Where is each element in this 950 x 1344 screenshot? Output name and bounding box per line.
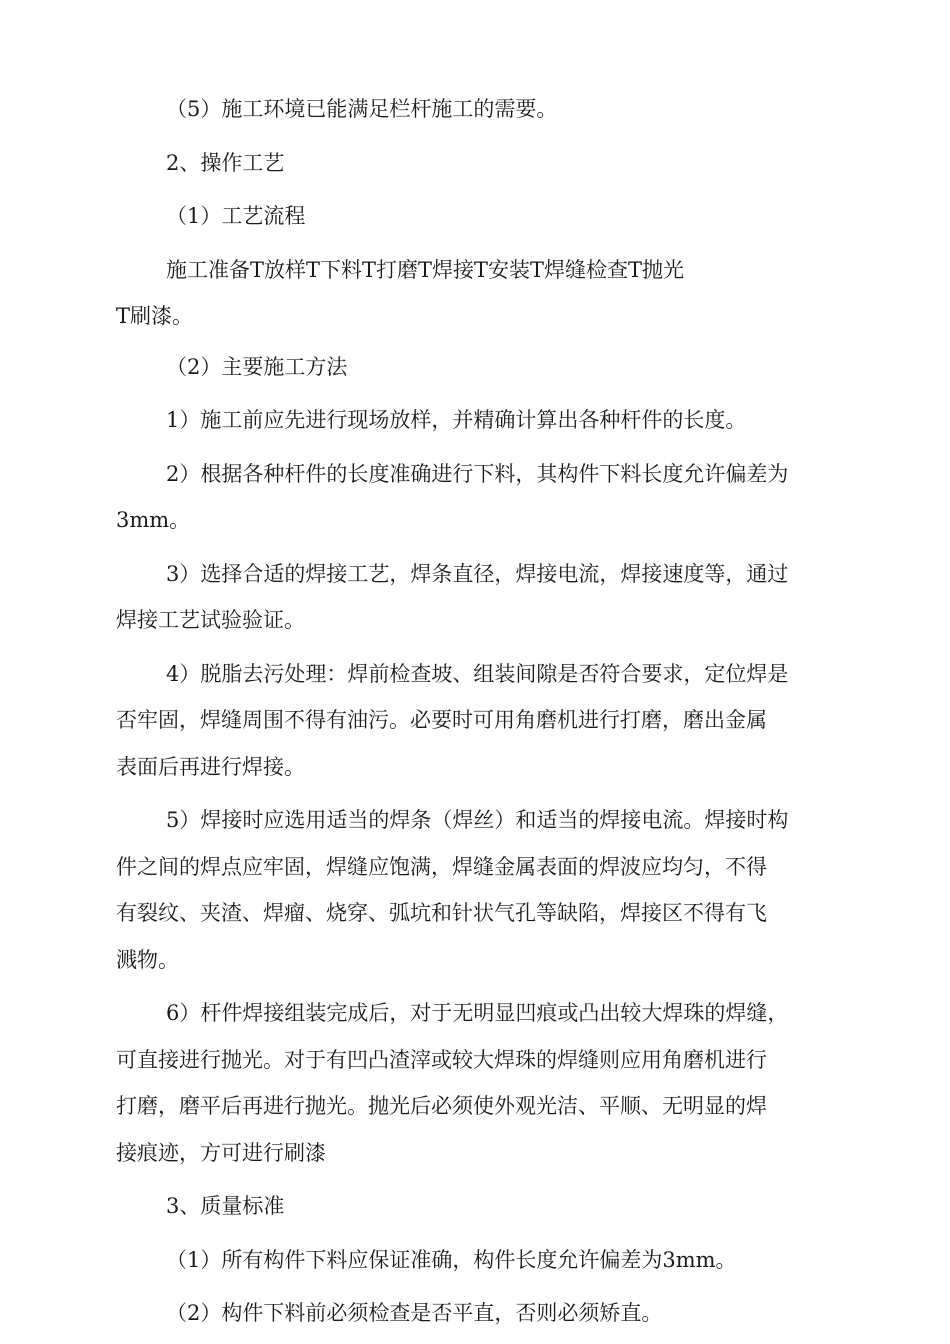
text-line: 接痕迹，方可进行刷漆	[116, 1140, 326, 1165]
text-line: 打磨，磨平后再进行抛光。抛光后必须使外观光洁、平顺、无明显的焊	[116, 1094, 767, 1118]
paragraph-environment	[116, 86, 836, 133]
text-line: 可直接进行抛光。对于有凹凸渣滓或较大焊珠的焊缝则应用角磨机进行	[116, 1047, 767, 1072]
text-line: 3）选择合适的焊接工艺，焊条直径，焊接电流，焊接速度等，通过	[166, 561, 789, 586]
paragraph-quality-2	[116, 1290, 836, 1337]
text-line: 2）根据各种杆件的长度准确进行下料，其构件下料长度允许偏差为	[166, 461, 789, 486]
text-line: 表面后再进行焊接。	[116, 754, 305, 779]
paragraph-method-3	[116, 551, 836, 644]
text-line: （1）工艺流程	[166, 204, 306, 228]
text-line: 溅物。	[116, 947, 179, 972]
paragraph-method-1	[116, 397, 836, 444]
section-heading-operation-process	[116, 140, 836, 187]
text-line: （1）所有构件下料应保证准确，构件长度允许偏差为3mm。	[166, 1247, 737, 1272]
paragraph-method-6	[116, 990, 836, 1176]
text-line: 焊接工艺试验验证。	[116, 608, 305, 632]
text-line: 3、质量标准	[166, 1194, 285, 1218]
text-line: T刷漆。	[116, 304, 194, 328]
paragraph-method-5	[116, 797, 836, 983]
text-line: 1）施工前应先进行现场放样，并精确计算出各种杆件的长度。	[166, 408, 747, 432]
text-line: 2、操作工艺	[166, 150, 285, 175]
text-line: 件之间的焊点应牢固，焊缝应饱满，焊缝金属表面的焊波应均匀，不得	[116, 854, 767, 879]
text-line: 6）杆件焊接组装完成后，对于无明显凹痕或凸出较大焊珠的焊缝，	[166, 1001, 789, 1025]
paragraph-method-2	[116, 451, 836, 544]
subheading-main-methods	[116, 344, 836, 391]
text-line: 否牢固，焊缝周围不得有油污。必要时可用角磨机进行打磨，磨出金属	[116, 708, 767, 732]
text-line: （2）主要施工方法	[166, 354, 348, 379]
text-line: 施工准备T放样T下料T打磨T焊接T安装T焊缝检查T抛光	[166, 257, 685, 282]
paragraph-flow-steps	[116, 247, 836, 340]
text-line: 4）脱脂去污处理：焊前检查坡、组装间隙是否符合要求，定位焊是	[166, 661, 789, 686]
text-line: 有裂纹、夹渣、焊瘤、烧穿、弧坑和针状气孔等缺陷，焊接区不得有飞	[116, 901, 767, 925]
text-line: （2）构件下料前必须检查是否平直，否则必须矫直。	[166, 1301, 663, 1325]
text-line: （5）施工环境已能满足栏杆施工的需要。	[166, 97, 558, 121]
section-heading-quality-standard	[116, 1183, 836, 1230]
paragraph-method-4	[116, 651, 836, 791]
text-line: 5）焊接时应选用适当的焊条（焊丝）和适当的焊接电流。焊接时构	[166, 808, 789, 832]
paragraph-quality-1	[116, 1237, 836, 1284]
text-line: 3mm。	[116, 508, 191, 532]
subheading-process-flow	[116, 193, 836, 240]
